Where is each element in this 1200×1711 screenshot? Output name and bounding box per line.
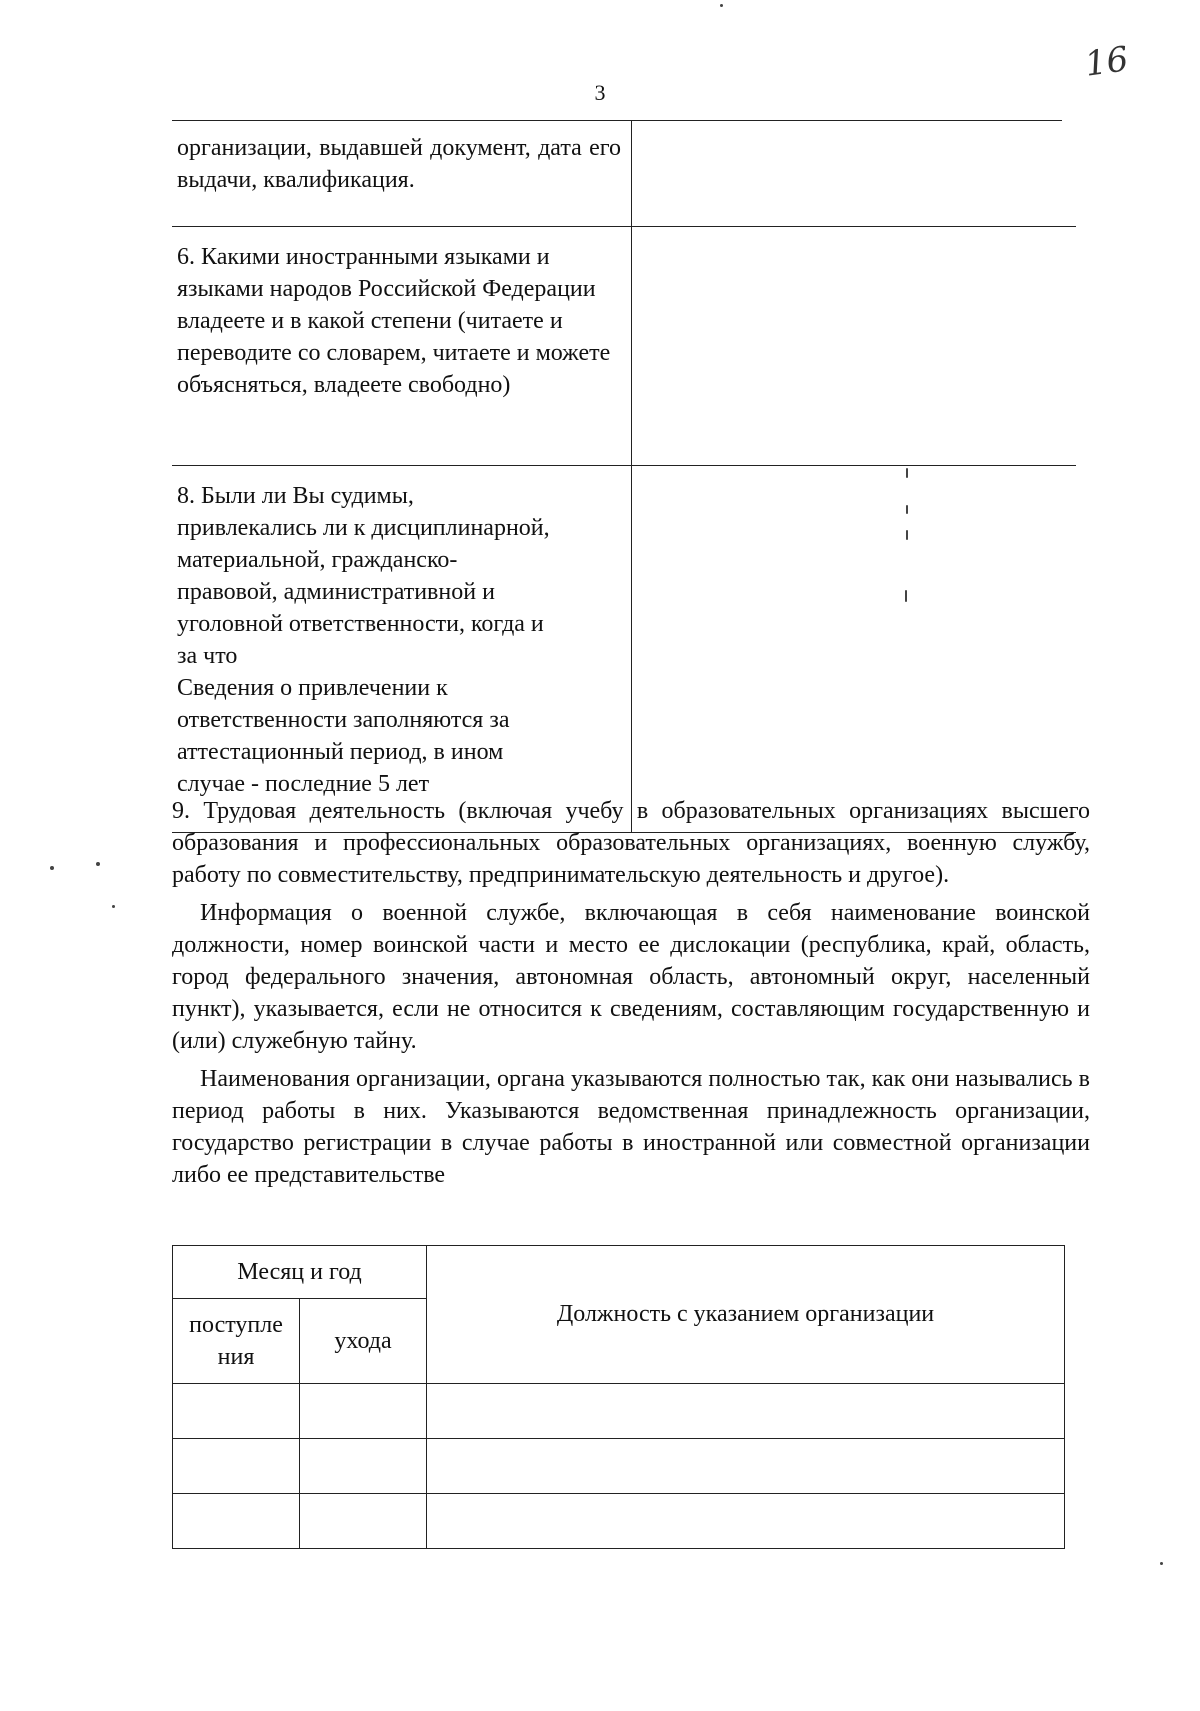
question-line: случае - последние 5 лет (177, 771, 430, 797)
position-cell[interactable] (427, 1384, 1065, 1439)
question-line: уголовной ответственности, когда и (177, 611, 544, 637)
month-year-header: Месяц и год (173, 1246, 427, 1299)
end-cell[interactable] (300, 1384, 427, 1439)
scan-speck (1160, 1562, 1163, 1565)
start-cell[interactable] (173, 1439, 300, 1494)
handwritten-page-number: 16 (1082, 39, 1131, 85)
question-line: за что (177, 643, 238, 669)
section-9-heading: 9. Трудовая деятельность (включая учебу в образовательных организациях высшего образования и профессиональных образовательных организациях, военную службу, работу по совместительству, предпринимательскую деятельность и другое). (172, 798, 1090, 888)
start-header-line: поступле (189, 1312, 283, 1338)
scan-speck (50, 866, 54, 870)
scan-speck (906, 468, 908, 478)
question-row (172, 120, 1076, 227)
section-9 (172, 795, 1090, 1197)
scan-speck (906, 530, 908, 540)
start-header-line: ния (217, 1344, 255, 1370)
start-cell[interactable] (173, 1384, 300, 1439)
table-header-row (173, 1246, 1065, 1299)
question-line: правовой, административной и (177, 579, 495, 605)
end-cell[interactable] (300, 1494, 427, 1549)
end-cell[interactable] (300, 1439, 427, 1494)
scan-speck (906, 505, 908, 514)
question-cell: 6. Какими иностранными языками и языками народов Российской Федерации владеете и в какой степени (читаете и переводите со словарем, читаете и можете объясняться, владеете свободно) (172, 227, 632, 466)
scan-speck (905, 590, 907, 602)
table-row (173, 1439, 1065, 1494)
position-header: Должность с указанием организации (427, 1246, 1065, 1384)
end-header: ухода (300, 1299, 427, 1384)
section-9-paragraph: Информация о военной службе, включающая в себя наименование воинской должности, номер воинской части и место ее дислокации (республика, край, область, город федерального значения, автономная область, автономный округ, населенный пункт), указывается, если не относится к сведениям, составляющим государственную и (или) служебную тайну. (172, 900, 1090, 1054)
question-cell (172, 466, 632, 833)
question-line: 8. Были ли Вы судимы, (177, 483, 414, 509)
start-header (173, 1299, 300, 1384)
question-row (172, 227, 1076, 466)
scan-speck (96, 862, 100, 866)
table-row (173, 1384, 1065, 1439)
question-line: материальной, гражданско- (177, 547, 458, 573)
answer-cell[interactable] (632, 227, 1077, 466)
questionnaire-table (172, 120, 1076, 833)
answer-cell[interactable] (632, 466, 1077, 833)
question-cell: организации, выдавшей документ, дата его выдачи, квалификация. (172, 120, 632, 227)
question-line: Сведения о привлечении к (177, 675, 448, 701)
start-cell[interactable] (173, 1494, 300, 1549)
position-cell[interactable] (427, 1439, 1065, 1494)
question-line: ответственности заполняются за (177, 707, 510, 733)
section-9-paragraph: Наименования организации, органа указываются полностью так, как они назывались в период работы в них. Указываются ведомственная принадлежность организации, государство регистрации в случае работы в иностранной или совместной организации либо ее представительстве (172, 1066, 1090, 1188)
scan-speck (720, 4, 723, 7)
question-row (172, 466, 1076, 833)
work-history-table (172, 1245, 1065, 1549)
scan-speck (112, 905, 115, 908)
question-line: аттестационный период, в ином (177, 739, 504, 765)
position-cell[interactable] (427, 1494, 1065, 1549)
question-line: привлекались ли к дисциплинарной, (177, 515, 550, 541)
table-row (173, 1494, 1065, 1549)
answer-cell[interactable] (632, 120, 1077, 227)
page-number: 3 (594, 80, 606, 105)
